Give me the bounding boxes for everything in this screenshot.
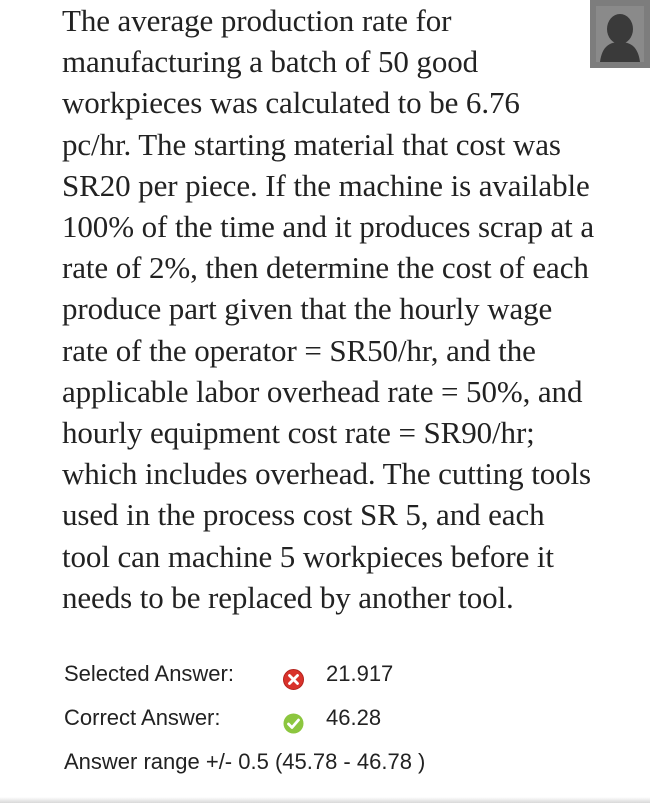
question-line: The average production rate for [62,3,452,38]
question-line: needs to be replaced by another tool. [62,579,514,615]
question-line: 100% of the time and it produces scrap at a [62,209,594,245]
question-line: workpieces was calculated to be 6.76 [62,85,520,121]
correct-answer-row [64,698,624,742]
question-line: rate of the operator = SR50/hr, and the [62,332,536,368]
correct-answer-value: 46.28 [326,705,382,730]
question-line: manufacturing a batch of 50 good [62,44,479,80]
question-line: pc/hr. The starting material that cost was [62,126,561,162]
user-avatar-icon[interactable] [590,0,650,68]
question-text [62,0,638,618]
question-line: applicable labor overhead rate = 50%, and [62,373,583,409]
answer-range-row [64,742,624,786]
selected-answer-value: 21.917 [326,661,394,686]
answer-summary [64,654,624,786]
answer-range-text: Answer range +/- 0.5 (45.78 - 46.78 ) [64,749,426,774]
question-line: which includes overhead. The cutting tools [62,456,591,492]
question-line: tool can machine 5 workpieces before it [62,538,554,574]
question-line: used in the process cost SR 5, and each [62,497,545,533]
correct-check-icon [283,707,304,728]
question-line: produce part given that the hourly wage [62,291,553,327]
question-line: rate of 2%, then determine the cost of each [62,250,589,286]
selected-answer-row [64,654,624,698]
correct-answer-label: Correct Answer: [64,705,221,730]
avatar-silhouette [590,0,650,68]
bottom-divider [0,797,650,803]
incorrect-x-icon [283,663,304,684]
question-line: hourly equipment cost rate = SR90/hr; [62,415,535,451]
selected-answer-label: Selected Answer: [64,661,234,686]
question-line: SR20 per piece. If the machine is available [62,167,590,203]
